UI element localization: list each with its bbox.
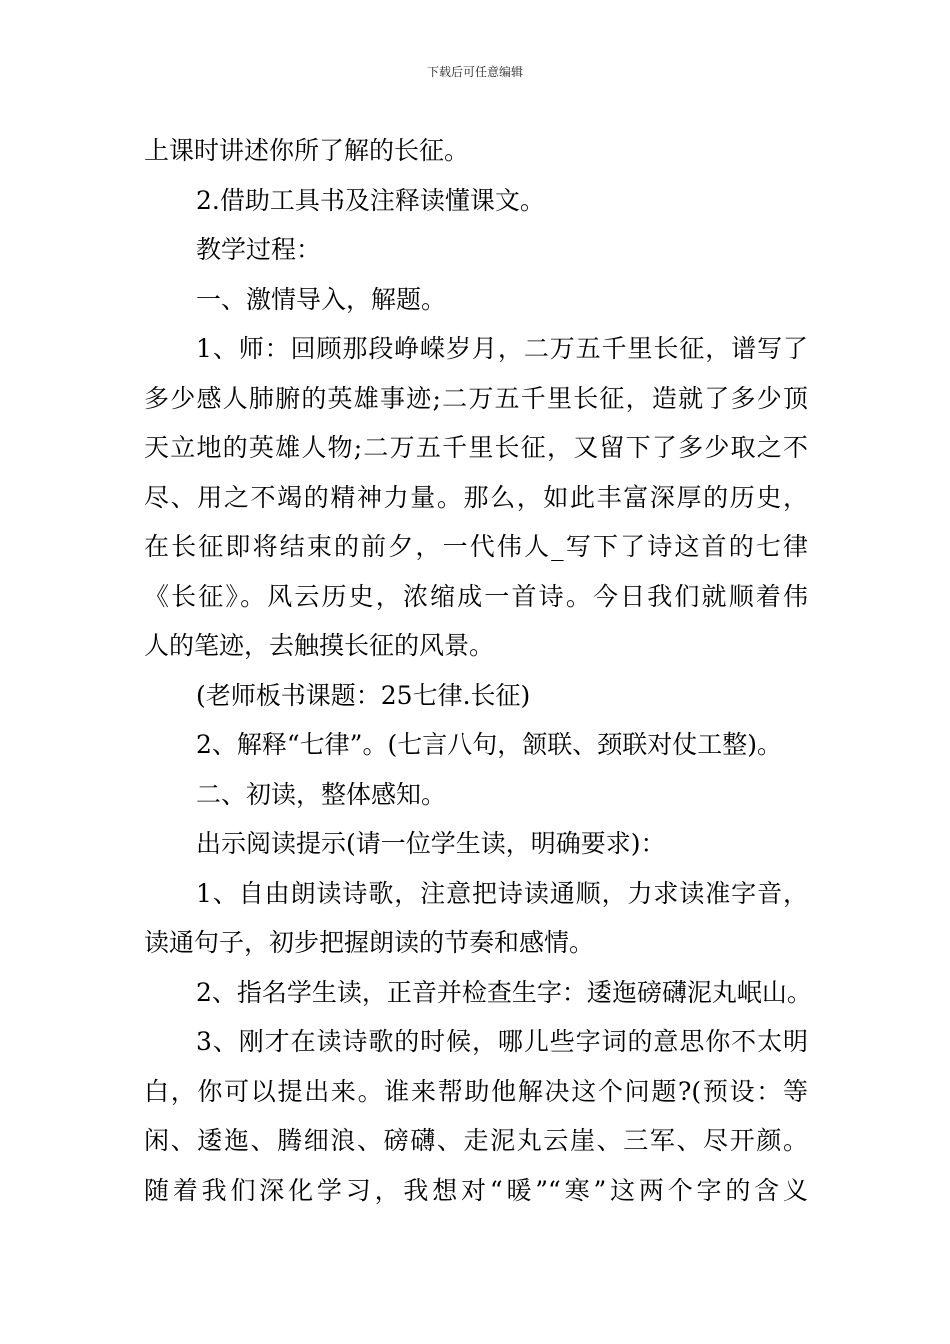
- text-line: 1、自由朗读诗歌，注意把诗读通顺，力求读准字音，: [196, 878, 808, 908]
- text-line: 一、激情导入，解题。: [196, 284, 447, 314]
- text-line: 闲、逶迤、腾细浪、磅礴、走泥丸云崖、三军、尽开颜。: [144, 1126, 808, 1155]
- text-line: 人的笔迹，去触摸长征的风景。: [144, 631, 495, 660]
- text-line: 尽、用之不竭的精神力量。那么，如此丰富深厚的历史，: [144, 482, 808, 512]
- text-line: 《长征》。风云历史，浓缩成一首诗。今日我们就顺着伟: [144, 581, 808, 611]
- text-line: 2、指名学生读，正音并检查生字：逶迤磅礴泥丸岷山。: [196, 977, 812, 1007]
- text-line: 在长征即将结束的前夕，一代伟人_写下了诗这首的七律: [144, 532, 808, 561]
- text-line: 随着我们深化学习，我想对“暖”“寒”这两个字的含义: [144, 1175, 808, 1205]
- page-header: 下载后可任意编辑: [426, 65, 523, 79]
- text-line: 2.借助工具书及注释读懂课文。: [196, 185, 545, 215]
- text-line: 出示阅读提示(请一位学生读，明确要求)：: [196, 829, 666, 858]
- text-line: (老师板书课题：25七律.长征): [196, 680, 531, 710]
- text-line: 白，你可以提出来。谁来帮助他解决这个问题?(预设：等: [144, 1076, 808, 1106]
- text-line: 多少感人肺腑的英雄事迹;二万五千里长征，造就了多少顶: [144, 383, 808, 413]
- text-line: 2、解释“七律”。(七言八句，颔联、颈联对仗工整)。: [196, 730, 782, 759]
- document-body: [144, 126, 812, 1215]
- text-line: 1、师：回顾那段峥嵘岁月，二万五千里长征，谱写了: [196, 334, 808, 363]
- text-line: 教学过程：: [196, 235, 322, 264]
- text-line: 上课时讲述你所了解的长征。: [144, 136, 470, 165]
- text-line: 3、刚才在读诗歌的时候，哪儿些字词的意思你不太明: [196, 1027, 808, 1056]
- text-line: 二、初读，整体感知。: [196, 779, 447, 809]
- text-line: 天立地的英雄人物;二万五千里长征，又留下了多少取之不: [144, 433, 808, 462]
- text-line: 读通句子，初步把握朗读的节奏和感情。: [144, 928, 595, 957]
